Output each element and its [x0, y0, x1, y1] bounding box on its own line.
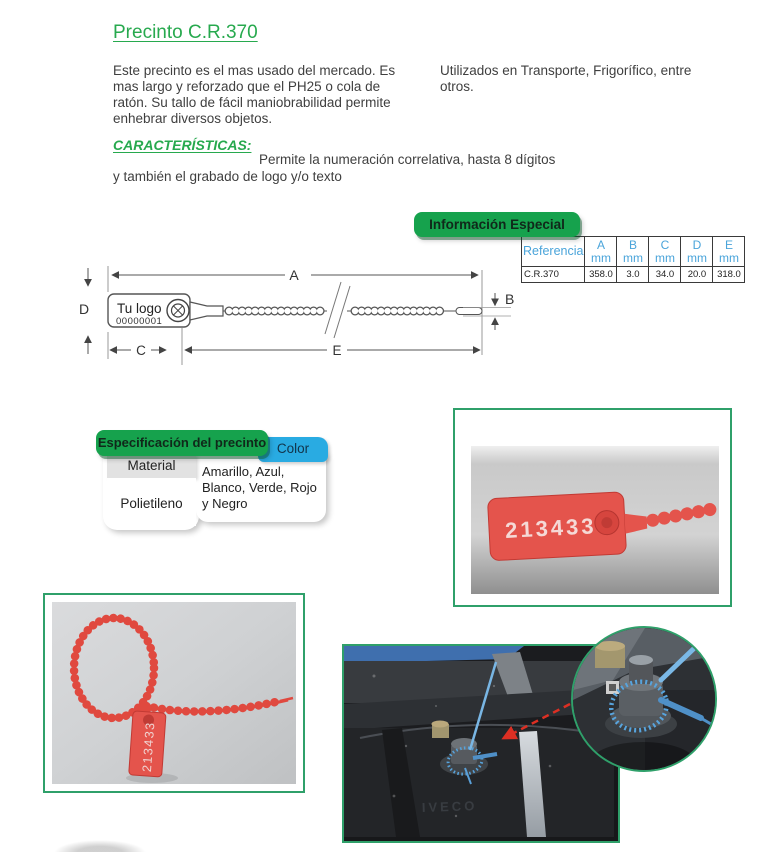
col-a-letter: A	[596, 238, 605, 252]
dim-a-label: A	[289, 267, 299, 283]
col-d-unit: mm	[686, 250, 707, 265]
dim-d-label: D	[78, 301, 90, 317]
spec-badge: Especificación del precinto	[96, 430, 268, 456]
dim-b-label: B	[505, 291, 515, 307]
col-e	[713, 237, 745, 267]
col-a	[585, 237, 617, 267]
cell-d: 20.0	[681, 267, 713, 283]
inset-cap-image	[573, 628, 715, 770]
col-e-unit: mm	[718, 250, 739, 265]
features-line1: Permite la numeración correlativa, hasta 8 dígitos	[259, 152, 556, 167]
table-row	[522, 267, 745, 283]
tank-brand-text: IVECO	[421, 798, 478, 815]
dimension-a	[112, 267, 478, 283]
table-header-row	[522, 237, 745, 267]
tag-logo-text: Tu logo	[117, 301, 162, 316]
dimension-d	[79, 268, 89, 354]
col-c-unit: mm	[654, 250, 675, 265]
seal-tail-drawing	[223, 282, 482, 338]
partial-photo-edge	[54, 840, 146, 852]
col-b-letter: B	[628, 238, 637, 252]
col-referencia: Referencia	[522, 237, 585, 267]
seal-number-vertical-text: 213433	[139, 720, 158, 773]
tag-number-text: 00000001	[116, 316, 163, 327]
col-c-letter: C	[660, 238, 670, 252]
photo-seal-loop-image	[52, 602, 296, 784]
col-a-unit: mm	[590, 250, 611, 265]
material-header: Material	[107, 454, 196, 478]
col-b-unit: mm	[622, 250, 643, 265]
seal-technical-diagram	[75, 262, 521, 372]
photo-seal-head-image	[471, 446, 719, 594]
col-d	[681, 237, 713, 267]
photo-tank-image	[344, 646, 614, 837]
col-b	[617, 237, 649, 267]
photo-seal-head	[453, 408, 732, 607]
dimension-e	[185, 343, 480, 358]
intro-paragraph-right: Utilizados en Transporte, Frigorífico, entre otros.	[440, 63, 692, 94]
color-values: Amarillo, Azul, Blanco, Verde, Rojo y Negro	[202, 464, 317, 511]
cell-referencia: C.R.370	[522, 267, 585, 283]
features-text	[113, 152, 593, 185]
seal-lock-emblem-icon	[167, 300, 189, 322]
cell-b: 3.0	[617, 267, 649, 283]
color-badge: Color	[258, 437, 328, 462]
seal-tag-drawing	[108, 294, 223, 327]
col-d-letter: D	[692, 238, 702, 252]
cell-a: 358.0	[585, 267, 617, 283]
dimensions-table	[521, 236, 745, 283]
seal-number-text: 213433	[504, 513, 598, 543]
photo-seal-loop	[43, 593, 305, 793]
intro-paragraph-left: Este precinto es el mas usado del mercado. Es mas largo y reforzado que el PH25 o cola de ratón. Su tallo de fácil maniobrabilidad permite enhebrar diversos objetos.	[113, 63, 396, 126]
dimension-c	[110, 343, 166, 358]
features-line2: y también el grabado de logo y/o texto	[113, 168, 342, 184]
special-info-badge: Información Especial	[414, 212, 580, 237]
material-value: Polietileno	[107, 478, 196, 526]
inset-cap-closeup	[571, 626, 717, 772]
dim-e-label: E	[332, 343, 342, 358]
break-marks	[325, 282, 350, 338]
cell-e: 318.0	[713, 267, 745, 283]
cell-c: 34.0	[649, 267, 681, 283]
col-e-letter: E	[724, 238, 733, 252]
features-heading: CARACTERÍSTICAS:	[113, 137, 252, 153]
col-c	[649, 237, 681, 267]
dim-c-label: C	[136, 343, 146, 358]
page-title: Precinto C.R.370	[113, 22, 258, 43]
